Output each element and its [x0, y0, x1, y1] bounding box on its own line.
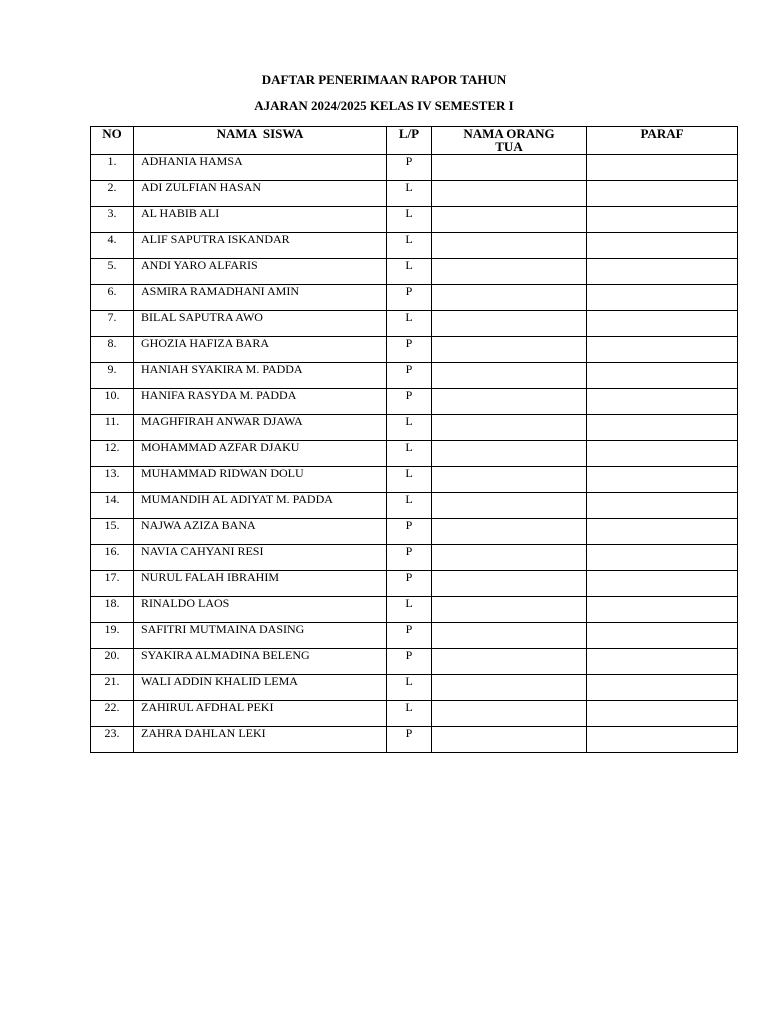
student-name: MUHAMMAD RIDWAN DOLU — [134, 467, 387, 493]
student-gender: P — [387, 389, 432, 415]
student-name: ALIF SAPUTRA ISKANDAR — [134, 233, 387, 259]
signature-cell — [587, 389, 738, 415]
student-name: NAJWA AZIZA BANA — [134, 519, 387, 545]
row-number: 17. — [91, 571, 134, 597]
row-number: 11. — [91, 415, 134, 441]
row-number: 23. — [91, 727, 134, 753]
student-name: AL HABIB ALI — [134, 207, 387, 233]
row-number: 20. — [91, 649, 134, 675]
table-row — [91, 155, 738, 181]
row-number: 6. — [91, 285, 134, 311]
signature-cell — [587, 623, 738, 649]
table-row — [91, 597, 738, 623]
signature-cell — [587, 233, 738, 259]
row-number: 3. — [91, 207, 134, 233]
table-row — [91, 337, 738, 363]
row-number: 21. — [91, 675, 134, 701]
parent-name-cell — [432, 623, 587, 649]
parent-name-cell — [432, 571, 587, 597]
parent-name-cell — [432, 727, 587, 753]
student-name: GHOZIA HAFIZA BARA — [134, 337, 387, 363]
header-signature: PARAF — [587, 127, 738, 155]
student-name: ADHANIA HAMSA — [134, 155, 387, 181]
table-row — [91, 311, 738, 337]
table-row — [91, 623, 738, 649]
parent-name-cell — [432, 415, 587, 441]
parent-name-cell — [432, 675, 587, 701]
student-name: WALI ADDIN KHALID LEMA — [134, 675, 387, 701]
signature-cell — [587, 545, 738, 571]
table-row — [91, 259, 738, 285]
signature-cell — [587, 259, 738, 285]
header-gender: L/P — [387, 127, 432, 155]
student-gender: P — [387, 155, 432, 181]
signature-cell — [587, 155, 738, 181]
student-name: NURUL FALAH IBRAHIM — [134, 571, 387, 597]
signature-cell — [587, 415, 738, 441]
parent-name-cell — [432, 233, 587, 259]
table-row — [91, 467, 738, 493]
table-row — [91, 363, 738, 389]
signature-cell — [587, 519, 738, 545]
report-receipt-table — [90, 126, 738, 753]
row-number: 18. — [91, 597, 134, 623]
row-number: 5. — [91, 259, 134, 285]
student-name: SAFITRI MUTMAINA DASING — [134, 623, 387, 649]
table-row — [91, 415, 738, 441]
parent-name-cell — [432, 701, 587, 727]
parent-name-cell — [432, 493, 587, 519]
student-name: HANIFA RASYDA M. PADDA — [134, 389, 387, 415]
row-number: 10. — [91, 389, 134, 415]
table-row — [91, 727, 738, 753]
table-row — [91, 675, 738, 701]
document-title-line-2: AJARAN 2024/2025 KELAS IV SEMESTER I — [254, 98, 514, 113]
signature-cell — [587, 441, 738, 467]
parent-name-cell — [432, 519, 587, 545]
table-row — [91, 181, 738, 207]
row-number: 7. — [91, 311, 134, 337]
header-parent-name-line-2: TUA — [495, 139, 523, 154]
row-number: 22. — [91, 701, 134, 727]
student-gender: L — [387, 493, 432, 519]
student-gender: P — [387, 727, 432, 753]
signature-cell — [587, 493, 738, 519]
row-number: 14. — [91, 493, 134, 519]
row-number: 2. — [91, 181, 134, 207]
table-row — [91, 701, 738, 727]
student-gender: L — [387, 233, 432, 259]
header-student-name: NAMA SISWA — [134, 127, 387, 155]
signature-cell — [587, 649, 738, 675]
student-name: ADI ZULFIAN HASAN — [134, 181, 387, 207]
student-name: ZAHRA DAHLAN LEKI — [134, 727, 387, 753]
row-number: 13. — [91, 467, 134, 493]
signature-cell — [587, 675, 738, 701]
header-parent-name-line-1: NAMA ORANG — [463, 126, 555, 141]
student-gender: L — [387, 467, 432, 493]
table-row — [91, 441, 738, 467]
table-row — [91, 285, 738, 311]
signature-cell — [587, 181, 738, 207]
parent-name-cell — [432, 389, 587, 415]
student-gender: L — [387, 675, 432, 701]
parent-name-cell — [432, 597, 587, 623]
parent-name-cell — [432, 181, 587, 207]
student-name: ZAHIRUL AFDHAL PEKI — [134, 701, 387, 727]
student-gender: P — [387, 363, 432, 389]
student-name: MOHAMMAD AZFAR DJAKU — [134, 441, 387, 467]
signature-cell — [587, 207, 738, 233]
row-number: 9. — [91, 363, 134, 389]
student-name: ANDI YARO ALFARIS — [134, 259, 387, 285]
student-gender: P — [387, 337, 432, 363]
student-name: NAVIA CAHYANI RESI — [134, 545, 387, 571]
parent-name-cell — [432, 259, 587, 285]
signature-cell — [587, 363, 738, 389]
student-gender: P — [387, 545, 432, 571]
student-gender: L — [387, 181, 432, 207]
student-gender: P — [387, 649, 432, 675]
parent-name-cell — [432, 363, 587, 389]
signature-cell — [587, 467, 738, 493]
student-gender: L — [387, 701, 432, 727]
student-gender: L — [387, 597, 432, 623]
table-row — [91, 519, 738, 545]
student-name: RINALDO LAOS — [134, 597, 387, 623]
student-gender: P — [387, 623, 432, 649]
table-row — [91, 493, 738, 519]
signature-cell — [587, 597, 738, 623]
student-name: HANIAH SYAKIRA M. PADDA — [134, 363, 387, 389]
row-number: 12. — [91, 441, 134, 467]
signature-cell — [587, 285, 738, 311]
header-no: NO — [91, 127, 134, 155]
student-gender: P — [387, 519, 432, 545]
signature-cell — [587, 701, 738, 727]
parent-name-cell — [432, 155, 587, 181]
parent-name-cell — [432, 337, 587, 363]
parent-name-cell — [432, 441, 587, 467]
table-row — [91, 233, 738, 259]
signature-cell — [587, 571, 738, 597]
row-number: 15. — [91, 519, 134, 545]
student-gender: L — [387, 415, 432, 441]
parent-name-cell — [432, 311, 587, 337]
student-name: BILAL SAPUTRA AWO — [134, 311, 387, 337]
row-number: 1. — [91, 155, 134, 181]
table-row — [91, 207, 738, 233]
table-row — [91, 649, 738, 675]
student-gender: L — [387, 441, 432, 467]
parent-name-cell — [432, 545, 587, 571]
student-name: ASMIRA RAMADHANI AMIN — [134, 285, 387, 311]
signature-cell — [587, 727, 738, 753]
student-gender: P — [387, 285, 432, 311]
header-parent-name — [432, 127, 587, 155]
table-row — [91, 571, 738, 597]
row-number: 19. — [91, 623, 134, 649]
table-header-row — [91, 127, 738, 155]
student-gender: L — [387, 259, 432, 285]
row-number: 16. — [91, 545, 134, 571]
parent-name-cell — [432, 649, 587, 675]
signature-cell — [587, 337, 738, 363]
document-title-line-1: DAFTAR PENERIMAAN RAPOR TAHUN — [261, 72, 507, 87]
student-gender: L — [387, 311, 432, 337]
student-gender: L — [387, 207, 432, 233]
parent-name-cell — [432, 285, 587, 311]
table-body — [91, 155, 738, 753]
student-gender: P — [387, 571, 432, 597]
row-number: 8. — [91, 337, 134, 363]
student-name: MUMANDIH AL ADIYAT M. PADDA — [134, 493, 387, 519]
parent-name-cell — [432, 467, 587, 493]
student-name: SYAKIRA ALMADINA BELENG — [134, 649, 387, 675]
row-number: 4. — [91, 233, 134, 259]
student-name: MAGHFIRAH ANWAR DJAWA — [134, 415, 387, 441]
parent-name-cell — [432, 207, 587, 233]
signature-cell — [587, 311, 738, 337]
table-row — [91, 545, 738, 571]
table-row — [91, 389, 738, 415]
